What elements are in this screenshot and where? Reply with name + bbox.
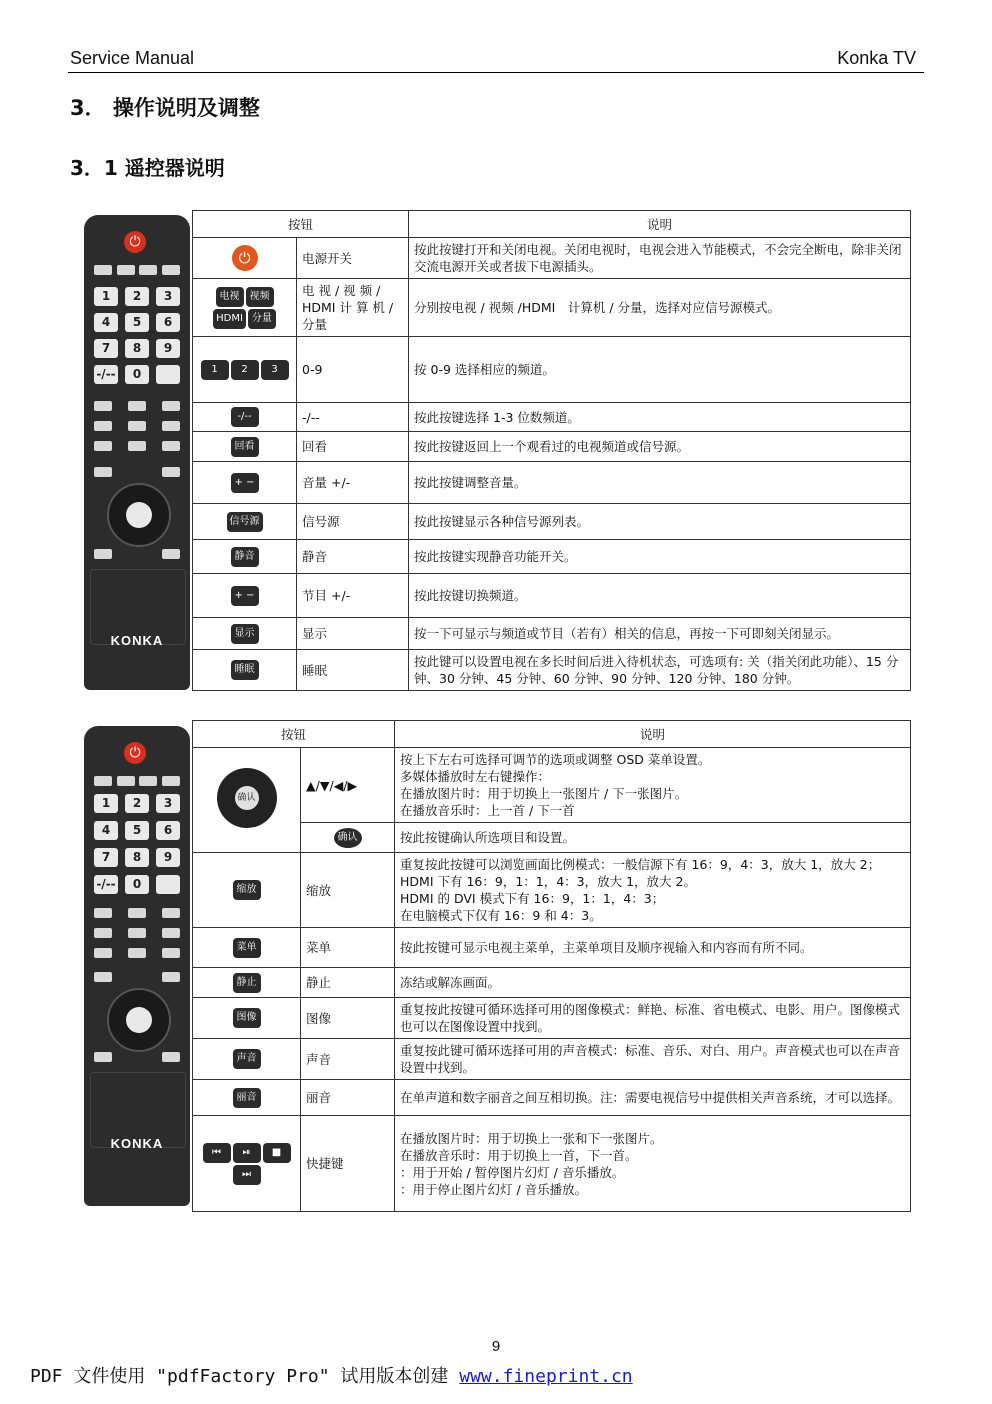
button-desc: 按此按键可显示电视主菜单，主菜单项目及顺序视输入和内容而有所不同。 bbox=[395, 928, 911, 968]
button-name: 信号源 bbox=[297, 504, 409, 540]
picture-key-icon: 图像 bbox=[233, 1008, 261, 1028]
subsection-title: 3．1 遥控器说明 bbox=[70, 156, 225, 180]
button-desc: 按此键可以设置电视在多长时间后进入待机状态，可选项有: 关（指关闭此功能）、15 分钟、30 分钟、45 分钟、60 分钟、90 分钟、120 分钟、180 分钟。 bbox=[409, 650, 911, 691]
display-key-icon: 显示 bbox=[231, 624, 259, 644]
sound-key-icon: 声音 bbox=[233, 1049, 261, 1069]
button-desc: 按此按键调整音量。 bbox=[409, 462, 911, 504]
table-row bbox=[193, 540, 911, 574]
button-name: 睡眠 bbox=[297, 650, 409, 691]
button-desc: 分别按电视 / 视频 /HDMI 计算机 / 分量，选择对应信号源模式。 bbox=[409, 279, 911, 337]
button-name: 声音 bbox=[301, 1039, 395, 1080]
next-icon: ⏭ bbox=[233, 1165, 261, 1185]
menu-key-icon: 菜单 bbox=[233, 938, 261, 958]
button-desc: 按 0-9 选择相应的频道。 bbox=[409, 337, 911, 403]
button-desc: 按此按键实现静音功能开关。 bbox=[409, 540, 911, 574]
table-row bbox=[193, 1116, 911, 1212]
button-name: -/-- bbox=[297, 403, 409, 432]
table-row bbox=[193, 574, 911, 618]
button-desc: 按此按键显示各种信号源列表。 bbox=[409, 504, 911, 540]
table-row bbox=[193, 998, 911, 1039]
button-name: ▲/▼/◀/▶ bbox=[301, 748, 395, 823]
button-desc: 重复按此按键可以浏览画面比例模式：一般信源下有 16：9，4：3，放大 1，放大 2； HDMI 下有 16：9，1：1，4：3，放大 1，放大 2。 HDMI 的 DVI 模式下有 16：9，1：1，4：3； 在电脑模式下仅有 16：9 和 4：3。 bbox=[395, 853, 911, 928]
footer bbox=[30, 1362, 633, 1388]
column-header-button: 按钮 bbox=[193, 721, 395, 748]
channel-key-icon: + − bbox=[231, 586, 259, 606]
remote-control-image: ⏻ 1 2 3 4 5 6 7 8 9 -/-- 0 KONKA bbox=[84, 215, 190, 690]
button-name: 菜单 bbox=[301, 928, 395, 968]
table-row bbox=[193, 650, 911, 691]
table-row bbox=[193, 968, 911, 998]
button-name: 显示 bbox=[297, 618, 409, 650]
play-pause-icon: ⏯ bbox=[233, 1143, 261, 1163]
table-row bbox=[193, 403, 911, 432]
konka-logo: KONKA bbox=[110, 633, 164, 648]
header-left: Service Manual bbox=[70, 48, 195, 68]
column-header-button: 按钮 bbox=[193, 211, 409, 238]
media-keys-icon bbox=[193, 1116, 301, 1212]
button-desc: 按一下可显示与频道或节目（若有）相关的信息，再按一下可即刻关闭显示。 bbox=[409, 618, 911, 650]
remote-control-image: ⏻ 1 2 3 4 5 6 7 8 9 -/-- 0 KONKA bbox=[84, 726, 190, 1206]
dash-key-icon: -/-- bbox=[231, 407, 259, 427]
button-desc: 按此按键确认所选项目和设置。 bbox=[395, 823, 911, 853]
table-row bbox=[193, 432, 911, 462]
column-header-desc: 说明 bbox=[395, 721, 911, 748]
power-icon: ⏻ bbox=[124, 742, 146, 764]
header-right: Konka TV bbox=[837, 48, 916, 68]
source-keys-row bbox=[94, 265, 180, 275]
power-icon: ⏻ bbox=[124, 231, 146, 253]
dpad-icon bbox=[107, 483, 171, 547]
page-number: 9 bbox=[491, 1338, 501, 1355]
table-row bbox=[193, 1039, 911, 1080]
button-desc: 按此按键选择 1-3 位数频道。 bbox=[409, 403, 911, 432]
konka-logo: KONKA bbox=[110, 1136, 164, 1151]
column-header-desc: 说明 bbox=[409, 211, 911, 238]
source-keys-icon: 电视 视频HDMI 分量 bbox=[193, 279, 297, 337]
button-name: 音量 +/- bbox=[297, 462, 409, 504]
table-row bbox=[193, 462, 911, 504]
section-title: 3． 操作说明及调整 bbox=[70, 96, 260, 120]
header-rule bbox=[68, 72, 924, 73]
button-name: 回看 bbox=[297, 432, 409, 462]
button-desc: 按此按键切换频道。 bbox=[409, 574, 911, 618]
button-desc: 冻结或解冻画面。 bbox=[395, 968, 911, 998]
table-row bbox=[193, 504, 911, 540]
footer-text: PDF 文件使用 "pdfFactory Pro" 试用版本创建 bbox=[30, 1366, 460, 1387]
volume-key-icon: + − bbox=[231, 473, 259, 493]
button-desc: 在播放图片时：用于切换上一张和下一张图片。 在播放音乐时：用于切换上一首，下一首。 ：用于开始 / 暂停图片幻灯 / 音乐播放。 ：用于停止图片幻灯 / 音乐播放。 bbox=[395, 1116, 911, 1212]
digit-keys-icon: 1 2 3 bbox=[193, 337, 297, 403]
table-row bbox=[193, 748, 911, 823]
button-desc: 按此按键打开和关闭电视。关闭电视时，电视会进入节能模式，不会完全断电，除非关闭交流电源开关或者拔下电源插头。 bbox=[409, 238, 911, 279]
table-row bbox=[193, 279, 911, 337]
button-name: 0-9 bbox=[297, 337, 409, 403]
button-desc: 按上下左右可选择可调节的选项或调整 OSD 菜单设置。 多媒体播放时左右键操作： 在播放图片时：用于切换上一张图片 / 下一张图片。 在播放音乐时：上一首 / 下一首 bbox=[395, 748, 911, 823]
remote-button-table-2 bbox=[192, 720, 911, 1212]
recall-key-icon: 回看 bbox=[231, 437, 259, 457]
ok-key-icon: 确认 bbox=[334, 828, 362, 848]
footer-link[interactable]: www.fineprint.cn bbox=[459, 1366, 633, 1387]
button-name: 图像 bbox=[301, 998, 395, 1039]
table-row bbox=[193, 853, 911, 928]
button-name: 静音 bbox=[297, 540, 409, 574]
table-row bbox=[193, 928, 911, 968]
button-name: 节目 +/- bbox=[297, 574, 409, 618]
button-name: 丽音 bbox=[301, 1080, 395, 1116]
button-desc: 重复按此按键可循环选择可用的图像模式：鲜艳、标准、省电模式、电影、用户。图像模式也可以在图像设置中找到。 bbox=[395, 998, 911, 1039]
source-key-icon: 信号源 bbox=[227, 512, 263, 532]
previous-icon: ⏮ bbox=[203, 1143, 231, 1163]
button-name: 静止 bbox=[301, 968, 395, 998]
button-name: 电 视 / 视 频 / HDMI 计 算 机 / 分量 bbox=[297, 279, 409, 337]
zoom-key-icon: 缩放 bbox=[233, 880, 261, 900]
mute-key-icon: 静音 bbox=[231, 547, 259, 567]
table-row bbox=[193, 618, 911, 650]
remote-button-table-1 bbox=[192, 210, 911, 691]
dpad-icon bbox=[107, 988, 171, 1052]
table-row bbox=[193, 823, 911, 853]
sleep-key-icon: 睡眠 bbox=[231, 660, 259, 680]
table-row bbox=[193, 337, 911, 403]
button-desc: 按此按键返回上一个观看过的电视频道或信号源。 bbox=[409, 432, 911, 462]
button-name: 电源开关 bbox=[297, 238, 409, 279]
freeze-key-icon: 静止 bbox=[233, 973, 261, 993]
button-name: 快捷键 bbox=[301, 1116, 395, 1212]
table-row bbox=[193, 1080, 911, 1116]
stop-icon: ■ bbox=[263, 1143, 291, 1163]
button-desc: 重复按此键可循环选择可用的声音模式：标准、音乐、对白、用户。声音模式也可以在声音设置中找到。 bbox=[395, 1039, 911, 1080]
button-desc: 在单声道和数字丽音之间互相切换。注：需要电视信号中提供相关声音系统，才可以选择。 bbox=[395, 1080, 911, 1116]
table-row bbox=[193, 238, 911, 279]
nicam-key-icon: 丽音 bbox=[233, 1088, 261, 1108]
dpad-icon: 确认 bbox=[217, 768, 277, 828]
button-name: 缩放 bbox=[301, 853, 395, 928]
power-icon: ⏻ bbox=[232, 245, 258, 271]
